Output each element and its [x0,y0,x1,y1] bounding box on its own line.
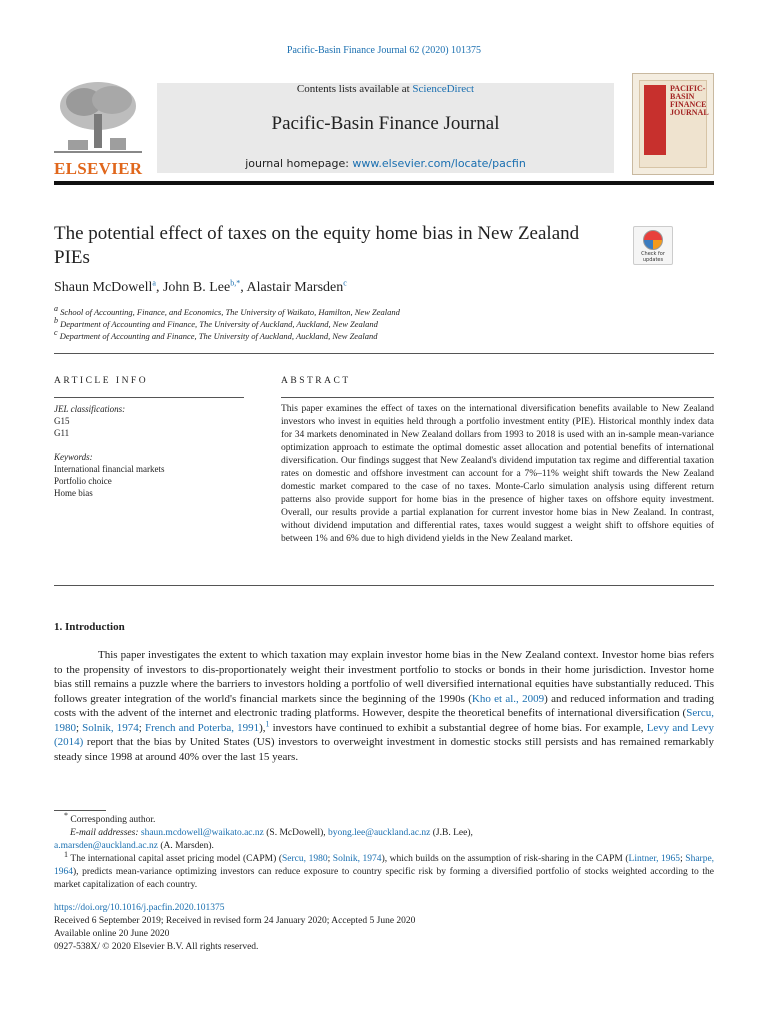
sciencedirect-link[interactable]: ScienceDirect [412,83,475,95]
introduction-paragraph: This paper investigates the extent to which taxation may explain investor home bias in the New Zealand context. Investor home bias refers to the propensity of investors to dis-proportionately weight their investment portfolio to stocks or bonds in their home jurisdiction. Investor home bias still remains a puzzle where the barriers to investors holding a portfolio of well diversified international equities have substantially reduced. This follows greater integration of the world's financial markets since the beginning of the 1990s (Kho et al., 2009) and reduced information and trading costs with the advent of the internet and electronic trading platforms. However, despite the theoretical benefits of international diversification (Sercu, 1980; Solnik, 1974; French and Poterba, 1991),$^1$ investors have continued to exhibit a substantial degree of home bias. For example, Levy and Levy (2014) report that the bias by United States (US) investors to overweight investment in domestic stocks still persists and has remained remarkably steady since 1998 at around 40% over the last 15 years. [54,649,715,763]
citation-link[interactable]: Solnik, 1974 [332,854,382,864]
abstract-divider [281,397,714,398]
contents-prefix: Contents lists available at [296,83,413,95]
contents-line [157,83,614,95]
author-affiliation-mark[interactable]: c [343,278,347,288]
section-divider [54,353,714,354]
citation-link[interactable]: Lintner, 1965 [628,854,681,864]
keywords-label: Keywords: [54,452,93,462]
email-link[interactable]: shaun.mcdowell@waikato.ac.nz [140,828,264,838]
received-dates: Received 6 September 2019; Received in revised form 24 January 2020; Accepted 5 June 2020 [54,916,416,926]
author-name[interactable]: Alastair Marsden [246,280,344,295]
author-list: Shaun McDowell$^a$, John B. Lee$^{b,*}$, Alastair Marsden$^c$ [54,278,347,295]
header-divider [54,181,714,185]
journal-homepage-link[interactable]: www.elsevier.com/locate/pacfin [352,157,526,170]
journal-title: Pacific-Basin Finance Journal [271,113,500,134]
citation-link[interactable]: Sharpe, 1964 [54,854,715,877]
crossmark-label: Check for updates [641,251,665,263]
keyword-item: Portfolio choice [54,476,112,486]
affiliation-item: $^b$ Department of Accounting and Finance, The University of Auckland, Auckland, New Zealand [54,316,378,329]
abstract-heading: ABSTRACT [281,376,351,386]
affiliation-item: $^a$ School of Accounting, Finance, and Economics, The University of Waikato, Hamilton, New Zealand [54,304,400,317]
keyword-item: Home bias [54,488,93,498]
elsevier-logo [54,78,143,178]
section-divider [54,585,714,586]
jel-code: G11 [54,428,70,438]
elsevier-tree-icon [54,78,142,156]
check-for-updates-button[interactable] [633,226,673,265]
doi-link[interactable]: https://doi.org/10.1016/j.pacfin.2020.101375 [54,903,225,913]
article-title: The potential effect of taxes on the equity home bias in New Zealand PIEs [54,223,580,268]
copyright: 0927-538X/ © 2020 Elsevier B.V. All rights reserved. [54,942,259,952]
affiliation-item: $^c$ Department of Accounting and Finance, The University of Auckland, Auckland, New Zealand [54,328,378,341]
corresponding-author-note: * Corresponding author. [64,810,156,825]
author-name[interactable]: Shaun McDowell [54,280,153,295]
citation-link[interactable]: French and Poterba, 1991 [144,721,260,734]
available-online: Available online 20 June 2020 [54,929,170,939]
abstract-text: This paper examines the effect of taxes on the international diversification benefits available to New Zealand investors who invest in equities held through a portfolio investment entity (PIE). Historical monthly index data for 34 markets denominated in New Zealand dollars from 1993 to 2018 is used with an in-sample mean-variance optimization approach to estimate the optimal domestic asset allocation and potential benefits of international diversification. Our findings suggest that New Zealand's dividend imputation tax regime and differential taxation rates on domestic and offshore investment can account for a 7%–11% weight shift towards the New Zealand domestic market compared to the case of no taxes. Monte-Carlo simulation analysis using different return patterns also provide support for home bias in the presence of higher taxes on offshore equity investment. Overall, our results provide a partial explanation for current investor home bias in New Zealand. In contrast, without dividend imputation and differential rates, taxes would suggest a weight shift to offshore equities of between 1% and 6% due to high dividend yields in the New Zealand market. [281,404,714,544]
citation-link[interactable]: Sercu, 1980 [54,707,714,734]
cover-color-bar [644,85,666,155]
author-affiliation-mark[interactable]: b,* [230,278,241,288]
footnotes [54,810,715,892]
journal-homepage-line [157,157,614,170]
footnote-mark-link[interactable]: 1 [265,718,270,728]
email-addresses-cont: a.marsden@auckland.ac.nz (A. Marsden). [54,841,214,851]
email-link[interactable]: byong.lee@auckland.ac.nz [328,828,431,838]
homepage-prefix: journal homepage: [245,157,353,170]
citation-link[interactable]: Kho et al., 2009 [471,692,545,705]
citation-link[interactable]: Solnik, 1974 [82,721,139,734]
footnote-1: $^1$ The international capital asset pricing model (CAPM) (Sercu, 1980; Solnik, 1974), which builds on the assumption of risk-sharing in the CAPM (Lintner, 1965; Sharpe, 1964), predicts mean-variance optimizing investors can reduce exposure to country specific risk by forming a diversified portfolio of stocks weighted according to the market capitalization of each country. [54,849,715,890]
citation-link[interactable]: Sercu, 1980 [282,854,328,864]
journal-reference-link[interactable]: Pacific-Basin Finance Journal 62 (2020) 101375 [286,45,482,56]
crossmark-icon [643,230,663,250]
publisher-name: ELSEVIER [54,159,143,178]
email-addresses: E-mail addresses: shaun.mcdowell@waikato.ac.nz (S. McDowell), byong.lee@auckland.ac.nz (J.B. Lee), [70,828,473,838]
author-name[interactable]: John B. Lee [162,280,231,295]
article-info-divider [54,397,244,398]
footnote-divider [54,810,106,811]
citation-link[interactable]: Levy and Levy (2014) [54,721,715,748]
article-info-heading: ARTICLE INFO [54,376,149,386]
journal-cover-image [632,73,714,175]
jel-label: JEL classifications: [54,404,126,414]
author-affiliation-mark[interactable]: a [152,278,156,288]
cover-title: PACIFIC- BASIN FINANCE JOURNAL [670,84,709,117]
article-info-panel [54,403,244,499]
journal-masthead [157,83,614,173]
article-footer [54,902,714,954]
jel-code: G15 [54,416,70,426]
introduction-heading: 1. Introduction [54,621,125,633]
keyword-item: International financial markets [54,464,165,474]
email-link[interactable]: a.marsden@auckland.ac.nz [54,841,158,851]
